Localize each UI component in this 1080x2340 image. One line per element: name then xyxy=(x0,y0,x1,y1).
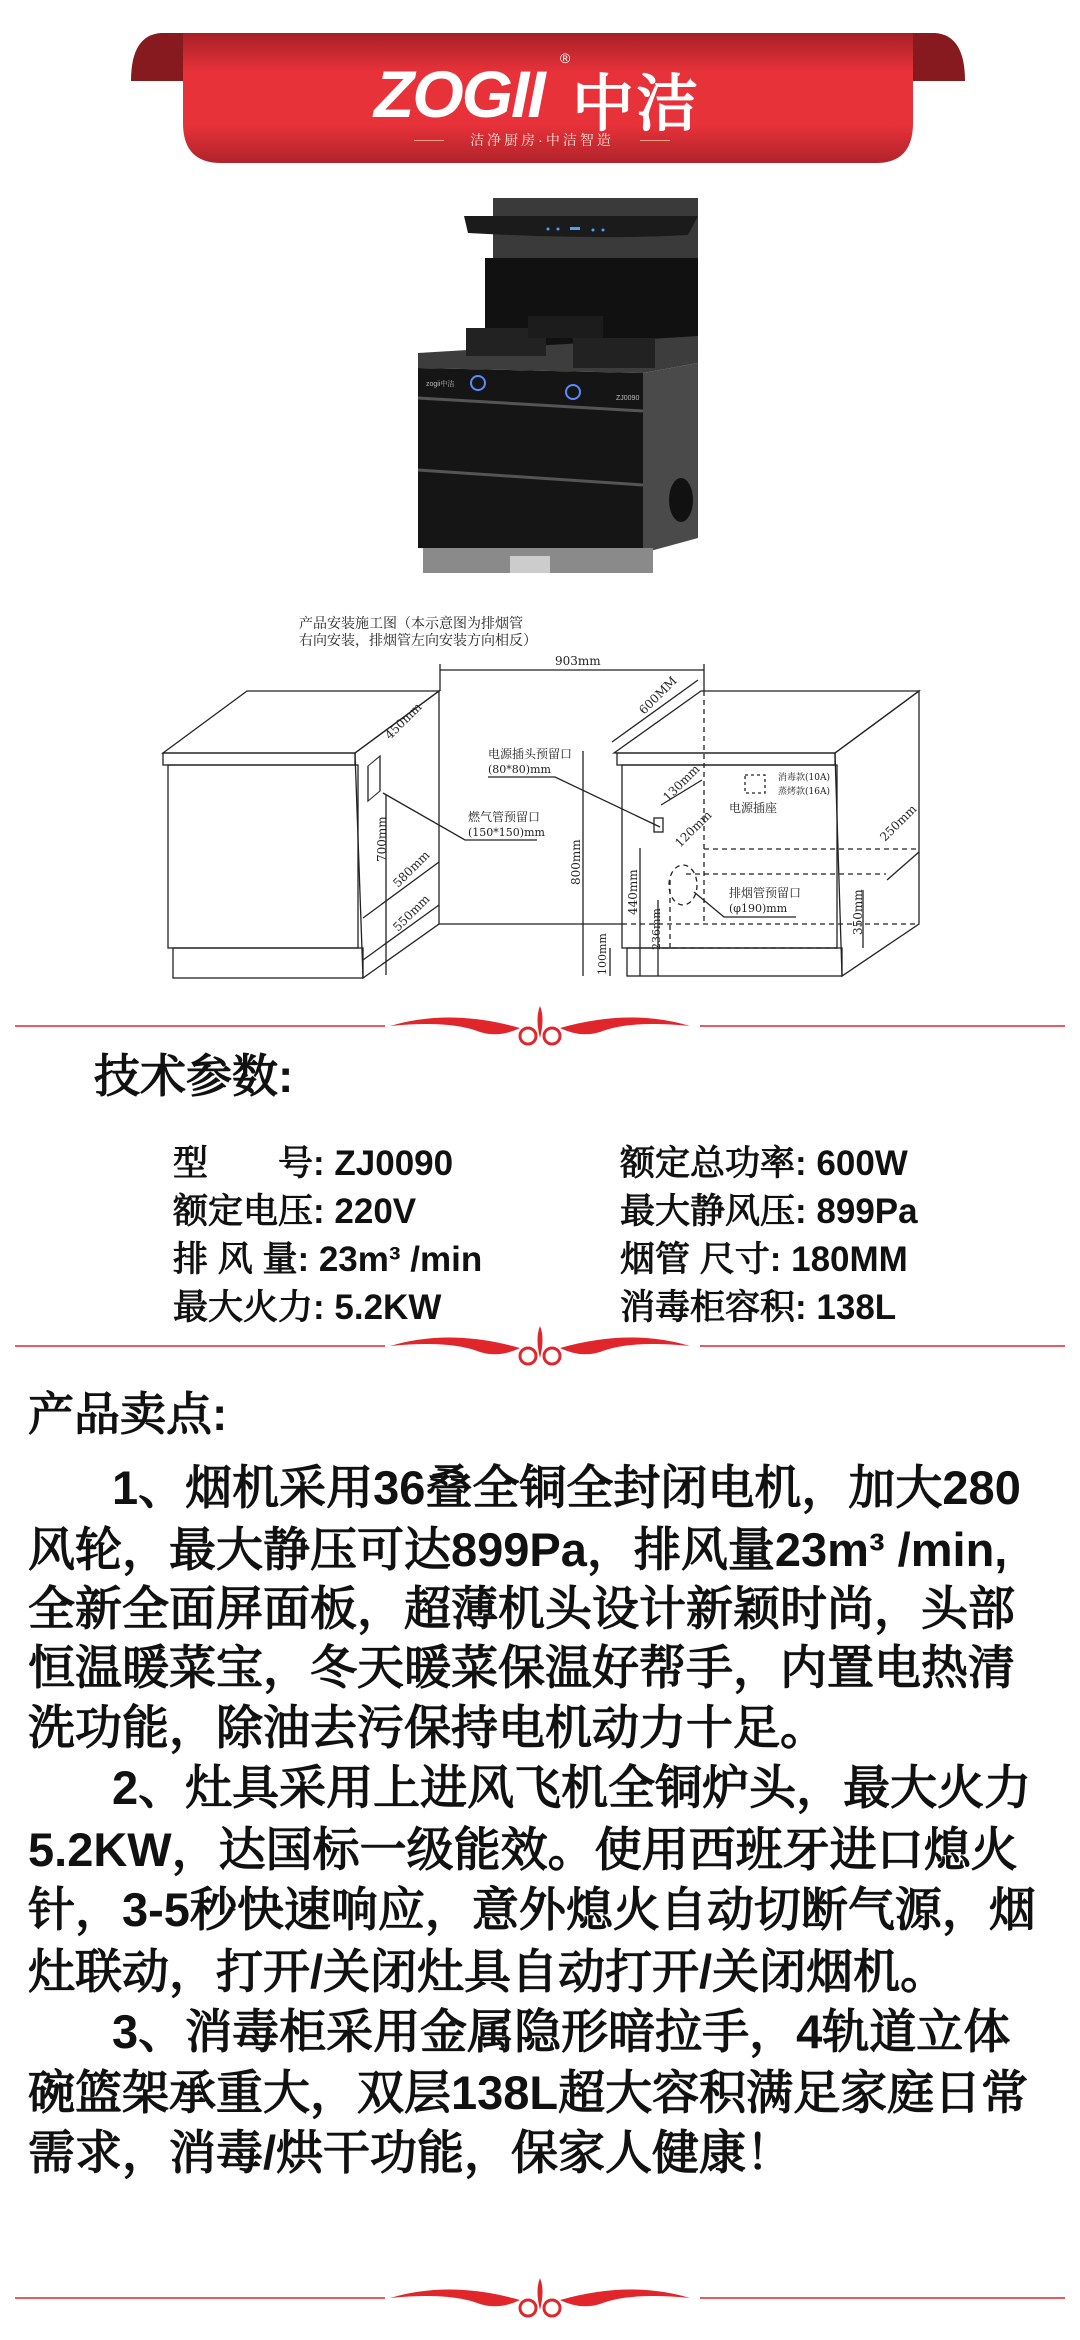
ornament-divider xyxy=(0,1318,1080,1368)
dim-800: 800mm xyxy=(569,839,583,885)
spec-static-pressure xyxy=(620,1184,918,1234)
ornament-swirl-icon xyxy=(15,1326,1065,1364)
spec-label: 消毒柜容积: xyxy=(620,1288,807,1327)
spec-label: 最大静风压: xyxy=(620,1192,807,1231)
gas-outlet-size: (150*150)mm xyxy=(468,826,545,839)
spec-voltage xyxy=(173,1184,416,1234)
spec-label: 排 风 量: xyxy=(173,1240,310,1279)
selling-line: 针，3-5秒快速响应，意外熄火自动切断气源，烟 xyxy=(28,1883,1036,1936)
dim-450: 450mm xyxy=(382,699,425,743)
spec-airflow xyxy=(173,1232,482,1282)
registered-mark: ® xyxy=(560,50,571,66)
panel-brand: zogii中洁 xyxy=(426,381,455,388)
selling-title: 产品卖点: xyxy=(28,1388,228,1440)
plug-outlet-label: 电源插头预留口 xyxy=(488,747,573,761)
socket-note-disinfect: 消毒款(10A) xyxy=(778,773,830,783)
selling-line: 2、灶具采用上进风飞机全铜炉头，最大火力 xyxy=(112,1761,1032,1814)
installation-diagram xyxy=(150,590,950,990)
spec-label: 最大火力: xyxy=(173,1288,325,1327)
dim-250: 250mm xyxy=(877,801,920,845)
selling-line: 碗篮架承重大，双层138L超大容积满足家庭日常 xyxy=(28,2066,1029,2119)
selling-line: 风轮，最大静压可达899Pa，排风量23m³ /min, xyxy=(28,1523,1008,1576)
plug-outlet-size: (80*80)mm xyxy=(488,763,551,776)
spec-value: 138L xyxy=(816,1288,897,1327)
ornament-swirl-icon xyxy=(15,2278,1065,2316)
spec-value: 23m³ /min xyxy=(318,1240,483,1279)
panel-model: ZJ0090 xyxy=(616,395,640,402)
spec-label: 额定电压: xyxy=(173,1192,325,1231)
spec-value: 180MM xyxy=(791,1240,908,1279)
dim-700: 700mm xyxy=(375,816,389,862)
dim-130: 130mm xyxy=(660,761,703,805)
spec-label: 烟管 尺寸: xyxy=(620,1240,782,1279)
spec-value: 5.2KW xyxy=(334,1288,442,1327)
selling-line: 洗功能，除油去污保持电机动力十足。 xyxy=(28,1701,827,1754)
socket-label: 电源插座 xyxy=(729,801,778,815)
dim-350: 350mm xyxy=(851,889,865,935)
spec-value: ZJ0090 xyxy=(334,1144,454,1183)
brand-logo-en: ZOGII xyxy=(374,57,544,131)
spec-max-fire xyxy=(173,1280,441,1330)
dim-440: 440mm xyxy=(626,869,640,915)
flue-outlet-label: 排烟管预留口 xyxy=(729,886,802,900)
brand-logo-cn: 中洁 xyxy=(572,70,701,139)
socket-icon xyxy=(745,775,765,793)
dim-580: 580mm xyxy=(390,847,433,891)
socket-note-steam: 蒸烤款(16A) xyxy=(778,787,830,797)
dim-903: 903mm xyxy=(555,654,601,668)
selling-line: 需求，消毒/烘干功能，保家人健康！ xyxy=(28,2126,794,2179)
ornament-swirl-icon xyxy=(15,1006,1065,1044)
selling-line: 5.2KW，达国标一级能效。使用西班牙进口熄火 xyxy=(28,1823,1018,1876)
product-image xyxy=(398,188,698,588)
dim-600: 600MM xyxy=(636,673,680,718)
spec-cabinet-volume xyxy=(620,1280,896,1330)
spec-model xyxy=(173,1136,453,1186)
selling-line: 恒温暖菜宝，冬天暖菜保温好帮手，内置电热清 xyxy=(28,1641,1015,1694)
diagram-caption-1: 产品安装施工图（本示意图为排烟管 xyxy=(299,616,523,632)
selling-line: 3、消毒柜采用金属隐形暗拉手，4轨道立体 xyxy=(112,2005,1011,2058)
spec-value: 899Pa xyxy=(816,1192,918,1231)
gas-outlet-label: 燃气管预留口 xyxy=(468,810,541,824)
spec-label: 额定总功率: xyxy=(620,1144,807,1183)
selling-line: 1、烟机采用36叠全铜全封闭电机，加大280 xyxy=(112,1461,1021,1514)
dim-236: 236mm xyxy=(650,908,663,950)
spec-label: 型 号: xyxy=(173,1144,325,1183)
spec-value: 220V xyxy=(334,1192,417,1231)
spec-duct-size xyxy=(620,1232,908,1282)
dim-550: 550mm xyxy=(390,891,433,935)
specs-title: 技术参数: xyxy=(94,1050,294,1102)
spec-value: 600W xyxy=(816,1144,908,1183)
dim-120: 120mm xyxy=(672,807,715,851)
flue-outlet-size: (φ190)mm xyxy=(729,902,788,915)
spec-total-power xyxy=(620,1136,908,1186)
selling-line: 灶联动，打开/关闭灶具自动打开/关闭烟机。 xyxy=(28,1945,948,1998)
diagram-caption-2: 右向安装，排烟管左向安装方向相反） xyxy=(299,633,537,649)
ornament-divider xyxy=(0,2270,1080,2320)
dim-100: 100mm xyxy=(596,933,609,975)
brand-tagline: 洁净厨房·中洁智造 xyxy=(422,130,662,150)
selling-line: 全新全面屏面板，超薄机头设计新颖时尚，头部 xyxy=(28,1582,1015,1635)
